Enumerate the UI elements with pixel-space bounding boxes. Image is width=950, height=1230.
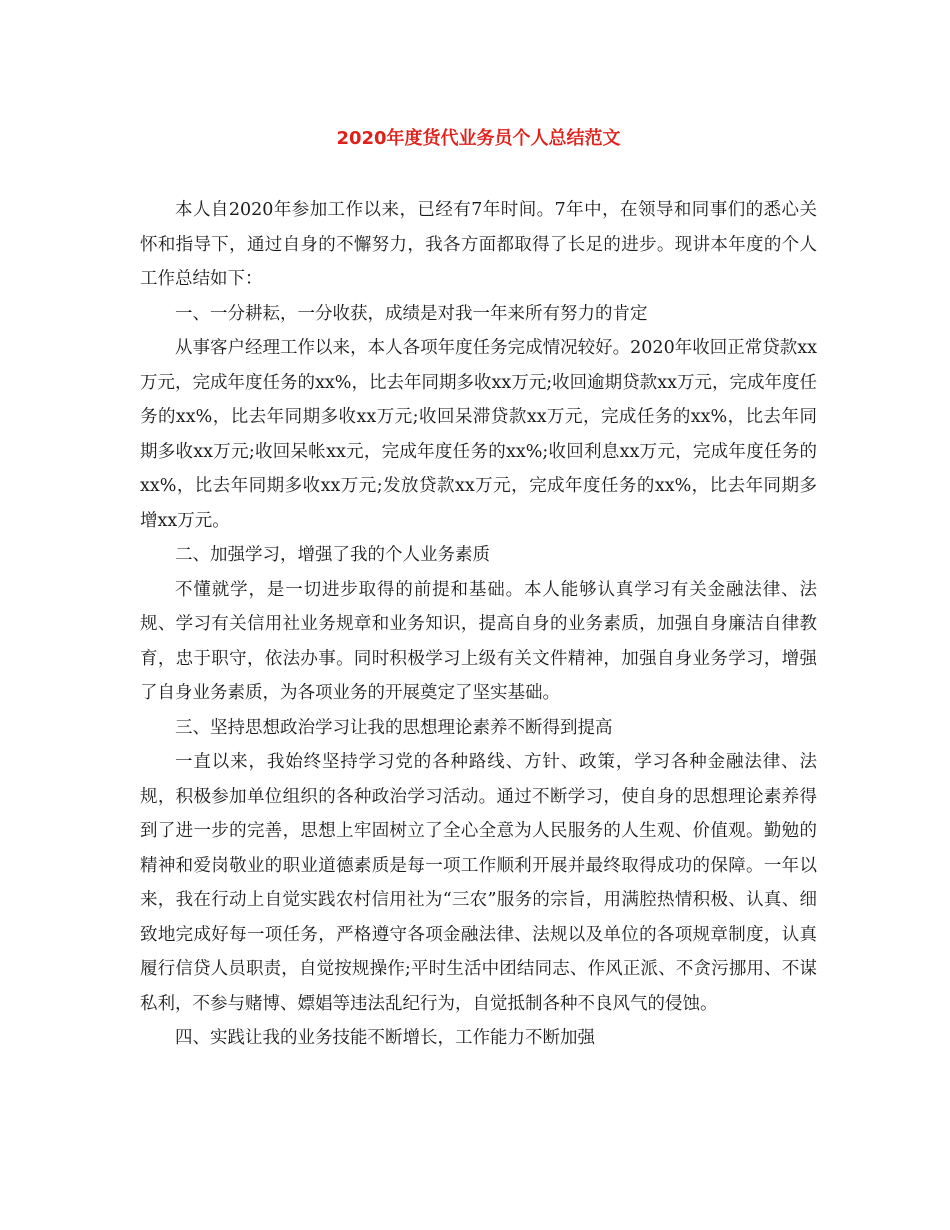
section-heading-3: 三、坚持思想政治学习让我的思想理论素养不断得到提高	[175, 717, 613, 738]
section-heading-2: 二、加强学习，增强了我的个人业务素质	[175, 545, 490, 565]
section-heading-4: 四、实践让我的业务技能不断增长，工作能力不断加强	[175, 1028, 595, 1048]
section-paragraph-1: 从事客户经理工作以来，本人各项年度任务完成情况较好。2020年收回正常贷款xx万元，完成年度任务的xx%，比去年同期多收xx万元;收回逾期贷款xx万元，完成年度任务的xx%，比去年同期多收xx万元;收回呆滞贷款xx万元，完成任务的xx%，比去年同期多收xx万元;收回呆帐xx元，完成年度任务的xx%;收回利息xx万元，完成年度任务的xx%，比去年同期多收xx万元;发放贷款xx万元，完成年度任务的xx%，比去年同期多增xx万元。	[140, 338, 817, 531]
section-paragraph-3: 一直以来，我始终坚持学习党的各种路线、方针、政策，学习各种金融法律、法规，积极参加单位组织的各种政治学习活动。通过不断学习，使自身的思想理论素养得到了进一步的完善，思想上牢固树立了全心全意为人民服务的人生观、价值观。勤勉的精神和爱岗敬业的职业道德素质是每一项工作顺利开展并最终取得成功的保障。一年以来，我在行动上自觉实践农村信用社为“三农”服务的宗旨，用满腔热情积极、认真、细致地完成好每一项任务，严格遵守各项金融法律、法规以及单位的各项规章制度，认真履行信贷人员职责，自觉按规操作;平时生活中团结同志、作风正派、不贪污挪用、不谋私利，不参与赌博、嫖娼等违法乱纪行为，自觉抵制各种不良风气的侵蚀。	[140, 752, 817, 1014]
intro-paragraph: 本人自2020年参加工作以来，已经有7年时间。7年中，在领导和同事们的悉心关怀和指导下，通过自身的不懈努力，我各方面都取得了长足的进步。现讲本年度的个人工作总结如下：	[140, 200, 817, 289]
document-title: 2020年度货代业务员个人总结范文	[336, 128, 621, 149]
document-body	[140, 193, 817, 1056]
section-heading-1: 一、一分耕耘，一分收获，成绩是对我一年来所有努力的肯定	[175, 303, 648, 324]
section-paragraph-2: 不懂就学，是一切进步取得的前提和基础。本人能够认真学习有关金融法律、法规、学习有关信用社业务规章和业务知识，提高自身的业务素质，加强自身廉洁自律教育，忠于职守，依法办事。同时积极学习上级有关文件精神，加强自身业务学习，增强了自身业务素质，为各项业务的开展奠定了坚实基础。	[140, 579, 817, 703]
